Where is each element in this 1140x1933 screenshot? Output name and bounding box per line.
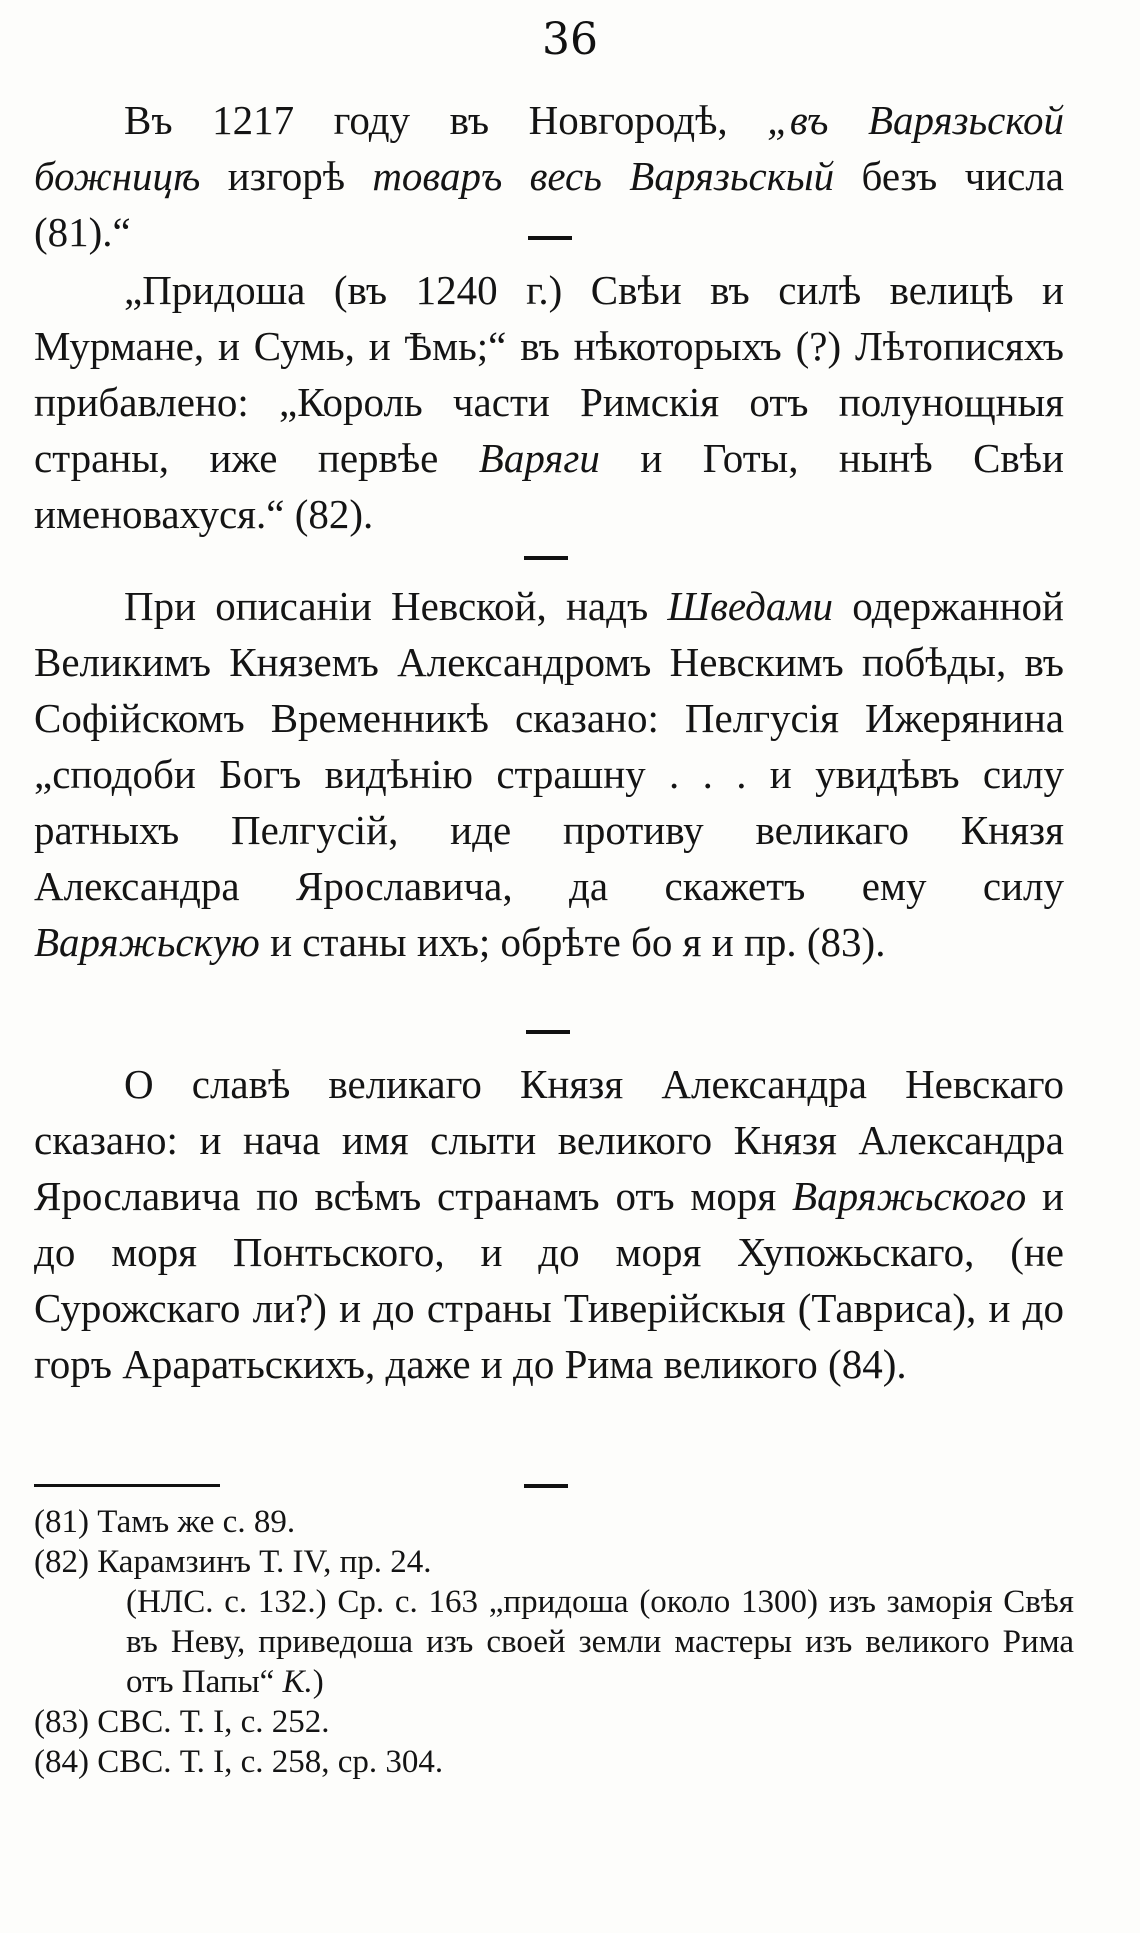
footnote-82-close: ) [312,1664,324,1700]
footnote-82-source: К. [282,1664,313,1700]
p1-text-c: изгорѣ [200,153,373,199]
section-divider-4 [524,1484,568,1488]
paragraph-1 [34,92,1064,260]
paragraph-2 [34,262,1064,542]
footnote-83: (83) СВС. Т. I, с. 252. [34,1704,330,1740]
p3-text-e: и станы ихъ; обрѣте бо я и пр. (83). [259,919,886,965]
section-divider-3 [526,1030,570,1034]
footnote-84: (84) СВС. Т. I, с. 258, ср. 304. [34,1744,444,1780]
section-divider-1 [528,236,572,240]
p1-text-a: Въ 1217 году въ Новгородѣ, [124,97,768,143]
page-number: 36 [542,14,598,65]
p2-text-c: и Готы, нынѣ Свѣи именовахуся.“ (82). [34,435,1064,537]
footnote-82: (82) Карамзинъ Т. IV, пр. 24. [34,1544,432,1580]
p4-varyazhskogo: Варяжьского [792,1173,1027,1219]
p1-text-e: безъ числа (81).“ [34,153,1065,255]
paragraph-3 [34,578,1064,970]
p3-text-c: одержанной Великимъ Княземъ Александромъ Невскимъ побѣды, въ Софійскомъ Временникѣ сказано: Пелгусія Ижерянина „сподоби Богъ видѣнію страшну . . . и увидѣвъ силу ратныхъ Пелгусій, иде противу великаго Князя Александра Ярославича, да скажетъ ему силу [34,583,1064,909]
p3-varyazhskuyu: Варяжьскую [34,919,260,965]
p1-quote: „въ Варязьской божницѣ [34,97,1064,199]
p4-text-c: и до моря Понтьского, и до моря Хупожьскаго, (не Сурожскаго ли?) и до страны Тиверійскыя (Тавриса), и до горъ Араратьскихъ, даже и до Рима великого (84). [34,1173,1064,1387]
paragraph-4 [34,1056,1064,1392]
footnote-81: (81) Тамъ же с. 89. [34,1504,296,1540]
footnote-82-text: (НЛС. с. 132.) Ср. с. 163 „придоша (около 1300) изъ заморія Свѣя въ Неву, приведоша изъ своей земли мастеры изъ великого Рима отъ Папы“ [126,1584,1074,1700]
footnote-rule [34,1484,220,1487]
p3-text-a: При описаніи Невской, надъ [124,583,668,629]
p2-text-a: „Придоша (въ 1240 г.) Свѣи въ силѣ велицѣ и Мурмане, и Сумь, и Ѣмь;“ въ нѣкоторыхъ (?) Лѣтописяхъ прибавлено: „Король части Римскія отъ полунощныя страны, иже первѣе [34,267,1064,481]
footnote-82-continuation [126,1582,1074,1702]
p2-varyagi: Варяги [478,435,600,481]
footnotes [34,1502,1074,1782]
p1-goods: товаръ весь Варязьскый [372,153,835,199]
p4-text-a: О славѣ великаго Князя Александра Невскаго сказано: и нача имя слыти великого Князя Александра Ярославича по всѣмъ странамъ отъ моря [34,1061,1064,1219]
section-divider-2 [524,556,568,560]
p3-swedes: Шведами [667,583,834,629]
